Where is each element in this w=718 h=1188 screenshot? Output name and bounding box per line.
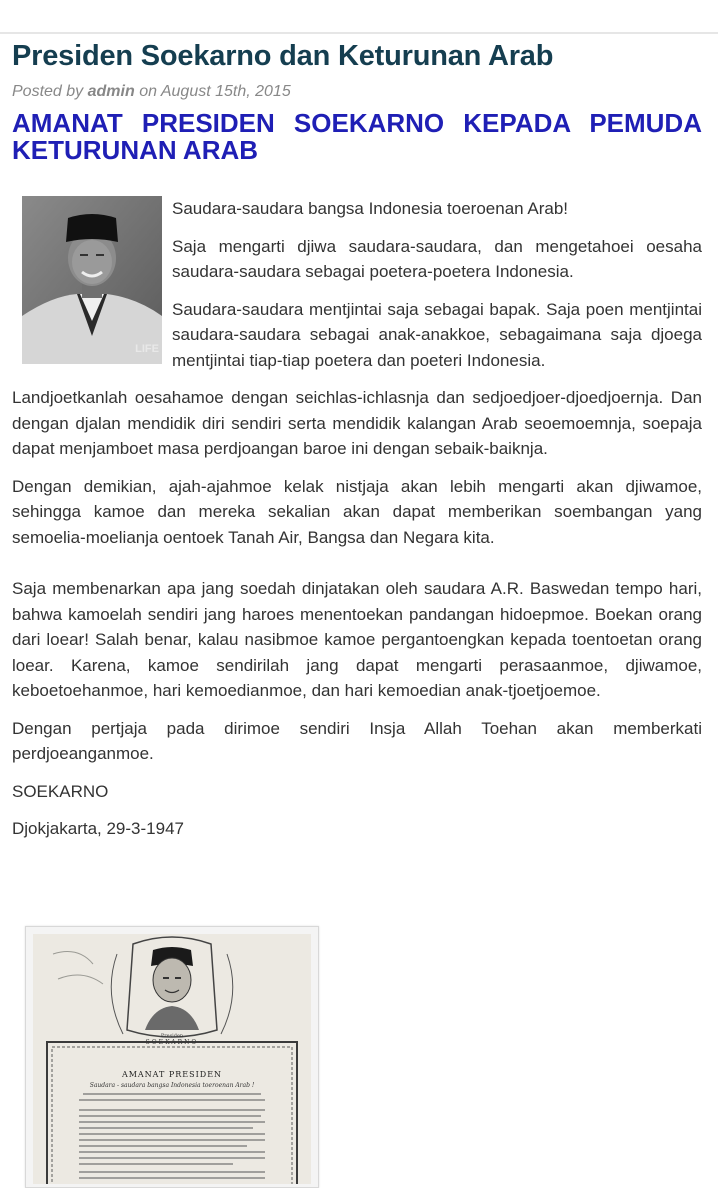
document-heading: AMANAT PRESIDEN (121, 1070, 223, 1079)
paragraph: Saja mengarti djiwa saudara-saudara, dan mengetahoei oesaha saudara-saudara sebagai poetera-poetera Indonesia. (172, 236, 702, 281)
paragraph: Saudara-saudara mentjintai saja sebagai bapak. Saja poen mentjintai saudara-saudara sebagai anak-anakkoe, sebagaimana saja djoega mentjintai tiap-tiap poetera dan poeteri Indonesia. (172, 299, 702, 370)
paragraph: Dengan pertjaja pada dirimoe sendiri Insja Allah Toehan akan memberkati perdjoeanganmoe. (12, 718, 702, 763)
paragraph: Landjoetkanlah oesahamoe dengan seichlas-ichlasnja dan sedjoedjoer-djoedjoernja. Dan dengan djalan mendidik diri sendiri serta mendidik kalangan Arab seoemoemnja, soepaja dapat menjamboet masa perdjoangan baroe ini dengan sebaik-baiknja. (12, 388, 702, 458)
soekarno-portrait-photo (22, 196, 162, 364)
post-meta (12, 82, 702, 102)
article-headline: AMANAT PRESIDEN SOEKARNO KEPADA PEMUDA KETURUNAN ARAB (12, 108, 702, 165)
top-bar (0, 0, 718, 34)
document-caption-name: SOEKARNO (145, 1039, 199, 1046)
paragraph: Saudara-saudara bangsa Indonesia toeroenan Arab! (172, 199, 569, 218)
document-caption-small: Presiden (160, 1033, 184, 1039)
article-body (12, 196, 702, 842)
article (12, 38, 702, 854)
paragraph: Dengan demikian, ajah-ajahmoe kelak nistjaja akan lebih mengarti akan djiwamoe, sehingga kamoe dan mereka sekalian akan dapat memberikan soembangan yang semoelia-moelianja oentoek Tanah Air, Bangsa dan Negara kita. (12, 476, 702, 547)
paragraph: Saja membenarkan apa jang soedah dinjatakan oleh saudara A.R. Baswedan tempo hari, bahwa kamoelah sendiri jang haroes menentoekan pandangan hidoepmoe. Boekan orang dari loear! Salah benar, kalau nasibmoe kamoe pergantoengkan kepada toentoetan orang loear. Karena, kamoe sendirilah jang dapat mengarti perasaanmoe, djiwamoe, keboetoehanmoe, hari kemoedianmoe, dan hari kemoedian anak-tjoetjoemoe. (12, 579, 702, 700)
document-salutation: Saudara - saudara bangsa Indonesia toeroenan Arab ! (89, 1082, 255, 1089)
historical-document-image[interactable] (25, 926, 319, 1188)
place-date: Djokjakarta, 29-3-1947 (12, 819, 184, 838)
document-scan (33, 934, 311, 1184)
meta-on: on (139, 83, 157, 100)
meta-prefix: Posted by (12, 83, 84, 100)
post-title[interactable]: Presiden Soekarno dan Keturunan Arab (12, 40, 554, 72)
photo-watermark: LIFE (135, 342, 159, 355)
author-link[interactable]: admin (87, 83, 135, 100)
post-date: August 15th, 2015 (160, 83, 291, 100)
signature: SOEKARNO (12, 781, 109, 801)
